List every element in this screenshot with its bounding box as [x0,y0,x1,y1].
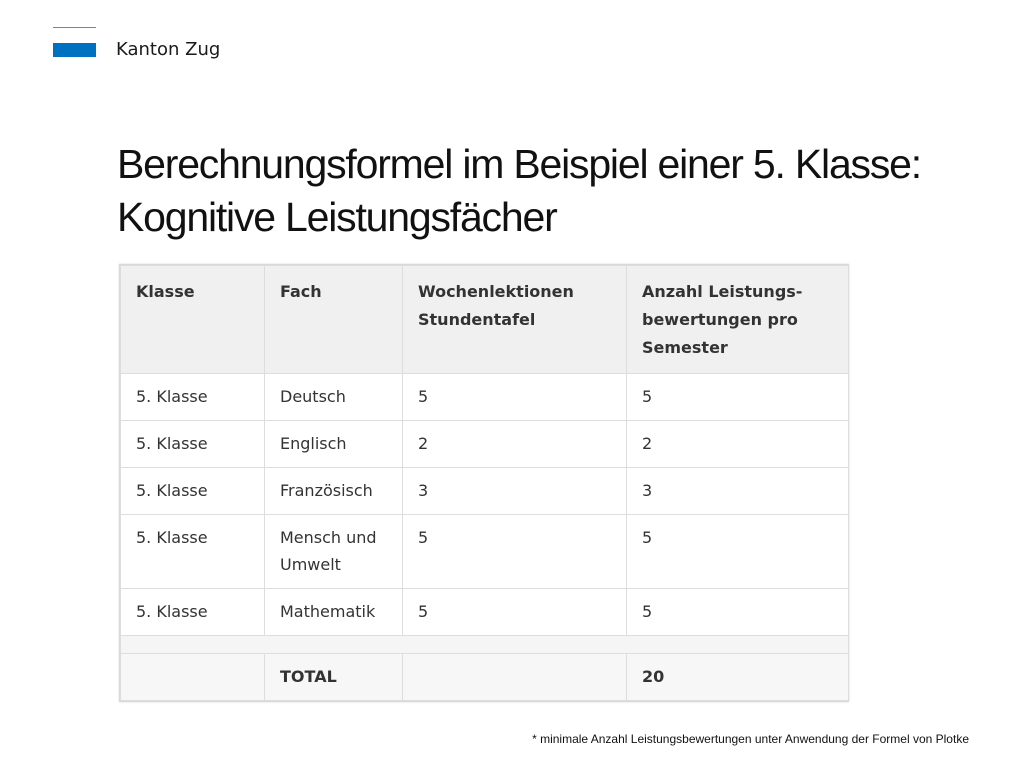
total-label: TOTAL [265,654,403,701]
logo-text: Kanton Zug [116,39,221,60]
cell-wochenlektionen: 3 [403,468,627,515]
table-total-row [121,654,849,701]
total-empty-cell [121,654,265,701]
slide-title [117,138,997,244]
kanton-zug-logo [53,27,233,63]
total-value: 20 [627,654,849,701]
table-header-row [121,266,849,374]
table-row [121,515,849,589]
cell-anzahl: 5 [627,589,849,636]
header-klasse: Klasse [121,266,265,374]
cell-anzahl: 2 [627,421,849,468]
logo-blue-bar [53,43,96,57]
cell-fach: Deutsch [265,374,403,421]
table-spacer-row [121,636,849,654]
header-fach: Fach [265,266,403,374]
cell-anzahl: 5 [627,515,849,589]
header-wochenlektionen: Wochenlektionen Stundentafel [403,266,627,374]
cell-klasse: 5. Klasse [121,468,265,515]
footnote: * minimale Anzahl Leistungsbewertungen unter Anwendung der Formel von Plotke [532,732,969,746]
table-row [121,468,849,515]
total-empty-cell [403,654,627,701]
cell-wochenlektionen: 5 [403,515,627,589]
cell-fach: Mensch und Umwelt [265,515,403,589]
cell-wochenlektionen: 5 [403,589,627,636]
cell-fach: Englisch [265,421,403,468]
lesson-table-container [119,264,849,702]
logo-thin-line [53,27,96,28]
lesson-table [120,265,849,701]
table-row [121,374,849,421]
table-row [121,421,849,468]
cell-anzahl: 5 [627,374,849,421]
table-row [121,589,849,636]
slide-title-line1: Berechnungsformel im Beispiel einer 5. Klasse: [117,141,921,187]
cell-wochenlektionen: 5 [403,374,627,421]
cell-fach: Französisch [265,468,403,515]
header-anzahl-leistungsbewertungen: Anzahl Leistungs-bewertungen pro Semester [627,266,849,374]
cell-klasse: 5. Klasse [121,374,265,421]
cell-klasse: 5. Klasse [121,589,265,636]
cell-anzahl: 3 [627,468,849,515]
cell-wochenlektionen: 2 [403,421,627,468]
cell-fach: Mathematik [265,589,403,636]
cell-klasse: 5. Klasse [121,515,265,589]
cell-klasse: 5. Klasse [121,421,265,468]
spacer-cell [121,636,849,654]
slide-title-line2: Kognitive Leistungsfächer [117,194,557,240]
